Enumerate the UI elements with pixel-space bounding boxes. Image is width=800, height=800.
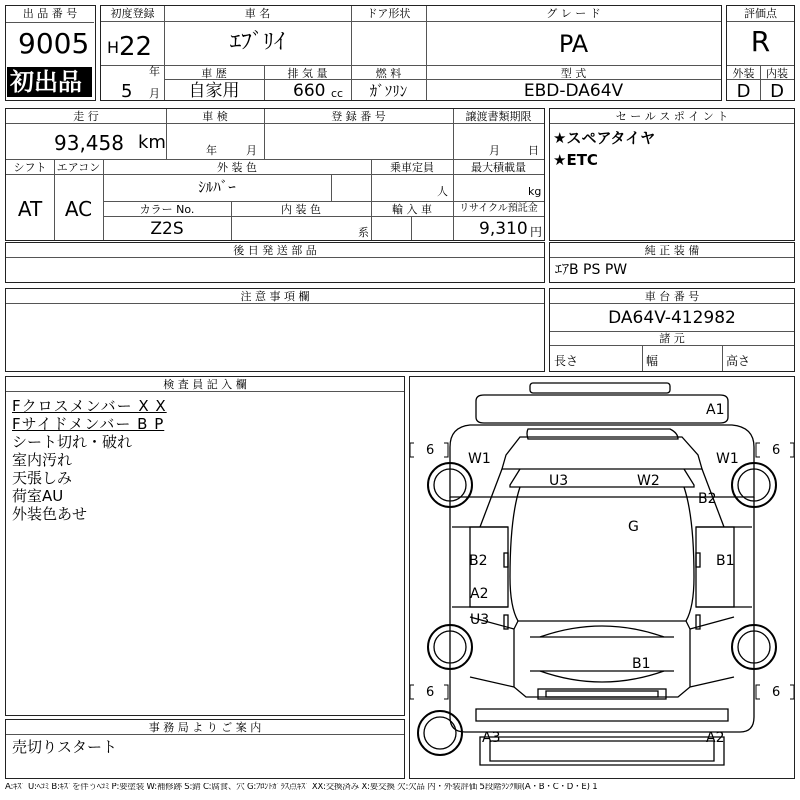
- mark-w2: W2: [637, 473, 660, 489]
- specs-box: [5, 108, 545, 241]
- mark-a1: A1: [706, 402, 725, 418]
- load-unit: kg: [528, 185, 542, 198]
- color-label: 外 装 色: [217, 161, 257, 174]
- model-value: EBD-DA64V: [523, 81, 624, 101]
- shift-value: AT: [17, 197, 43, 221]
- exterior-grade-label: 外装: [732, 67, 755, 80]
- inspector-line: 荷室AU: [12, 487, 64, 505]
- score-value: R: [750, 25, 771, 58]
- first-reg-era: H: [107, 38, 120, 57]
- office-message: 売切りスタート: [12, 738, 118, 756]
- office-label: 事 務 局 よ り ご 案 内: [148, 721, 262, 734]
- chassis-box: [549, 288, 795, 372]
- chassis-label: 車 台 番 号: [644, 290, 700, 303]
- equipment-value: ｴｱB PS PW: [555, 262, 628, 278]
- notes-label: 注 意 事 項 欄: [240, 290, 310, 303]
- recycle-unit: 円: [530, 225, 543, 239]
- tire-depth-front-right: 6: [772, 443, 781, 458]
- displacement-value: 660: [293, 81, 326, 101]
- mark-a2: A2: [470, 586, 489, 602]
- mileage-label: 走 行: [73, 110, 99, 123]
- score-label: 評価点: [744, 7, 777, 20]
- first-reg-month: 5: [121, 81, 133, 102]
- first-reg-year: 22: [119, 32, 153, 62]
- mark-a2-bottom: A2: [706, 730, 725, 746]
- mark-u3-bottom: U3: [470, 612, 490, 628]
- mark-b1-bottom: B1: [632, 656, 651, 672]
- load-label: 最大積載量: [471, 161, 526, 174]
- equipment-label: 純 正 装 備: [644, 244, 700, 257]
- inspector-line: 天張しみ: [12, 469, 73, 487]
- height-label: 高さ: [726, 354, 751, 368]
- tire-depth-rear-left: 6: [426, 685, 435, 700]
- inspector-box: [5, 376, 405, 716]
- recycle-label: リサイクル預託金: [459, 203, 538, 214]
- month-unit: 月: [149, 87, 160, 100]
- office-box: [5, 719, 405, 779]
- mark-a3: A3: [482, 730, 501, 746]
- inspection-label: 車 検: [202, 110, 228, 123]
- grade-value: PA: [558, 30, 589, 58]
- car-name-label: 車 名: [244, 7, 271, 20]
- interior-grade: D: [770, 81, 784, 102]
- model-label: 型 式: [560, 67, 587, 80]
- inspector-line: 外装色あせ: [12, 505, 88, 523]
- mileage-value: 93,458: [54, 131, 124, 155]
- transfer-month-unit: 月: [489, 144, 500, 157]
- first-reg-label: 初度登録: [110, 7, 155, 20]
- later-parts-label: 後 日 発 送 部 品: [233, 244, 317, 257]
- fuel-label: 燃 料: [375, 67, 402, 80]
- later-parts-box: [5, 242, 545, 283]
- equipment-box: [549, 242, 795, 283]
- year-unit: 年: [149, 65, 160, 78]
- door-label: ドア形状: [366, 7, 411, 20]
- history-value: 自家用: [188, 81, 240, 101]
- grade-label: グ レ ー ド: [546, 7, 601, 20]
- color-no-value: Z2S: [150, 219, 184, 239]
- car-diagram: [410, 377, 794, 778]
- transfer-label: 譲渡書類期限: [465, 110, 532, 123]
- interior-grade-label: 内装: [766, 67, 788, 80]
- displacement-label: 排 気 量: [287, 67, 328, 80]
- score-box: [726, 5, 795, 101]
- mark-u3-top: U3: [549, 473, 569, 489]
- fuel-value: ｶﾞｿﾘﾝ: [369, 82, 408, 100]
- sales-points-box: [549, 108, 795, 241]
- lot-number-box: [5, 5, 96, 101]
- inspector-line: シート切れ・破れ: [12, 433, 133, 451]
- width-label: 幅: [646, 354, 659, 368]
- capacity-unit: 人: [437, 185, 448, 198]
- transfer-day-unit: 日: [528, 144, 539, 157]
- notes-box: [5, 288, 545, 372]
- registration-label: 登 録 番 号: [331, 110, 386, 123]
- inspector-line: 室内汚れ: [12, 451, 73, 469]
- first-listing-label: 初出品: [10, 68, 82, 96]
- ac-value: AC: [64, 197, 93, 221]
- tire-depth-front-left: 6: [426, 443, 435, 458]
- mark-b2-right: B2: [698, 491, 717, 507]
- capacity-label: 乗車定員: [390, 161, 434, 174]
- history-label: 車 歴: [201, 67, 227, 80]
- shift-label: シフト: [13, 161, 47, 174]
- inspector-label: 検 査 員 記 入 欄: [163, 378, 247, 391]
- color-no-label: カラー No.: [139, 203, 195, 216]
- mileage-unit: km: [138, 132, 166, 153]
- tire-depth-rear-right: 6: [772, 685, 781, 700]
- inspection-year-unit: 年: [206, 144, 217, 157]
- sales-points-label: セ ー ル ス ポ イ ン ト: [615, 110, 729, 123]
- lot-number: 9005: [18, 27, 90, 60]
- color-value: ｼﾙﾊﾞｰ: [198, 178, 236, 196]
- mark-w1-left: W1: [468, 451, 491, 467]
- inspector-line: Fクロスメンバー X X: [12, 397, 167, 415]
- sales-point-item: ★ETC: [553, 151, 598, 169]
- car-name: ｴﾌﾞﾘｲ: [229, 30, 285, 55]
- chassis-number: DA64V-412982: [608, 308, 736, 328]
- dims-label: 諸 元: [659, 332, 685, 345]
- exterior-grade: D: [736, 81, 751, 102]
- mark-b1-right: B1: [716, 553, 735, 569]
- displacement-unit: cc: [331, 87, 344, 100]
- mark-g: G: [628, 519, 639, 535]
- vehicle-header-box: [100, 5, 722, 101]
- interior-color-unit: 系: [358, 226, 369, 239]
- lot-number-label: 出 品 番 号: [22, 7, 78, 20]
- recycle-value: 9,310: [479, 219, 528, 239]
- legend-text: A:ｷｽﾞ U:ﾍｺﾐ B:ｷｽﾞを伴うﾍｺﾐ P:要塗装 W:補修跡 S:錆 C:腐食、穴 G:ﾌﾛﾝﾄｶﾞﾗｽ点ｷｽﾞ XX:交換済み X:要交換 欠:欠品 内・外装評価 5段階ﾗﾝｸ順(A・B・C・D・E) 1: [5, 783, 598, 792]
- interior-color-label: 内 装 色: [281, 203, 321, 216]
- ac-label: エアコン: [56, 161, 101, 174]
- sales-point-item: ★スペアタイヤ: [553, 129, 656, 147]
- inspector-line: Fサイドメンバー B P: [12, 415, 165, 433]
- inspection-month-unit: 月: [246, 144, 257, 157]
- mark-w1-right: W1: [716, 451, 739, 467]
- car-diagram-box: [409, 376, 795, 779]
- import-label: 輸 入 車: [392, 203, 432, 216]
- mark-b2-left: B2: [469, 553, 488, 569]
- length-label: 長さ: [554, 354, 579, 368]
